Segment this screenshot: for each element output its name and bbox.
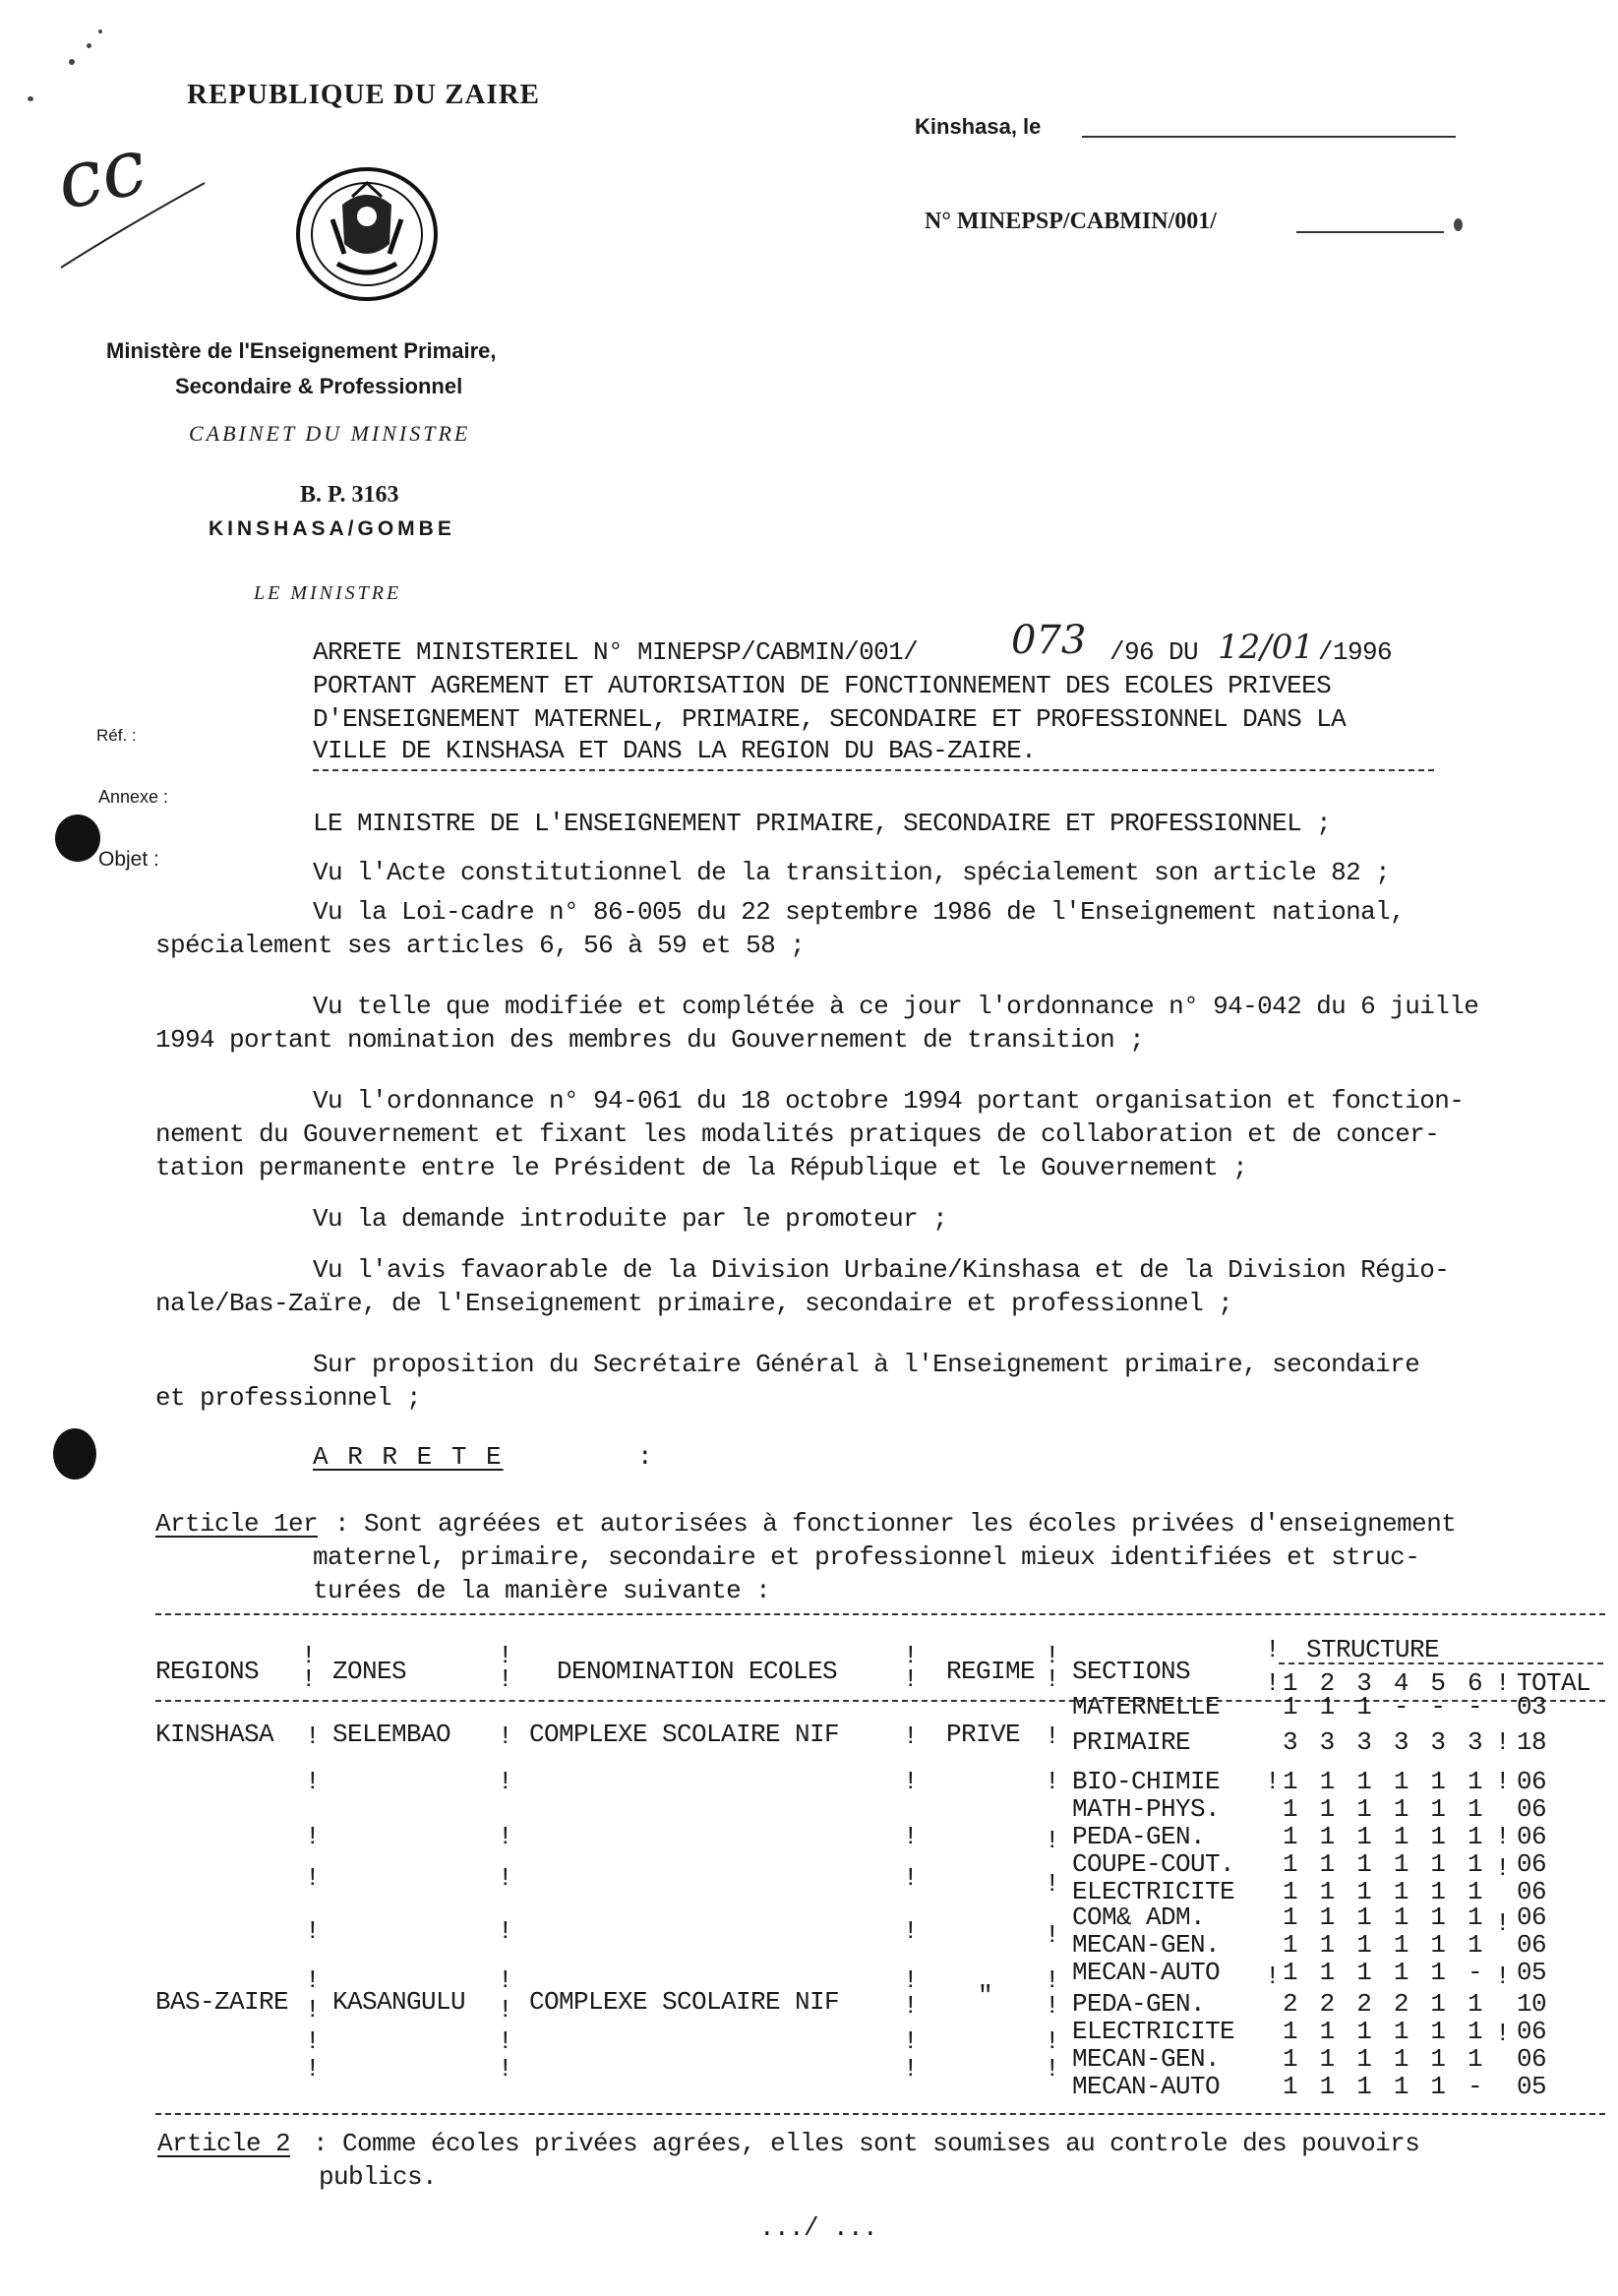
header-sep: ! <box>1045 1664 1060 1694</box>
table-row-total: 06 <box>1517 1849 1547 1879</box>
vu-ordonnance-061-1: Vu l'ordonnance n° 94-061 du 18 octobre 1994 portant organisation et fonction- <box>313 1086 1465 1116</box>
table-row-years: 1 1 1 1 1 1 <box>1283 1822 1486 1851</box>
col-sep: ! <box>498 1722 513 1751</box>
speck <box>28 96 33 101</box>
col-sep: ! <box>903 2054 919 2084</box>
header-sep: ! <box>498 1664 513 1694</box>
col-sep: ! <box>903 1822 919 1851</box>
decree-number-year: /1996 <box>1318 637 1393 667</box>
table-row-total: 05 <box>1517 2072 1547 2101</box>
table-row-years: 1 1 1 1 1 1 <box>1283 1903 1486 1932</box>
table-bottom-border <box>155 2113 1605 2115</box>
table-row-years: 1 1 1 1 1 1 <box>1283 2044 1486 2074</box>
vu-ordonnance-061-2: nement du Gouvernement et fixant les modalités pratiques de collaboration et de concer- <box>155 1119 1440 1149</box>
structure-underline <box>1279 1662 1603 1664</box>
header-structure: STRUCTURE <box>1306 1635 1440 1664</box>
le-ministre-label: LE MINISTRE <box>254 582 402 604</box>
table-row-total: 06 <box>1517 2017 1547 2046</box>
table-row-section: MECAN-AUTO <box>1072 2072 1221 2101</box>
ministry-line1: Ministère de l'Enseignement Primaire, <box>106 338 497 363</box>
col-sep: ! <box>1045 1965 1060 1995</box>
col-sep: ! <box>305 2054 321 2084</box>
table-row-section: MECAN-GEN. <box>1072 2044 1221 2074</box>
table-row-zone: SELEMBAO <box>332 1720 451 1749</box>
col-sep: ! <box>1495 1908 1511 1938</box>
sur-proposition-2: et professionnel ; <box>155 1383 422 1413</box>
table-row-section: PEDA-GEN. <box>1072 1822 1206 1851</box>
col-sep: ! <box>1265 1962 1281 1991</box>
col-sep: ! <box>1045 1722 1060 1751</box>
col-sep: ! <box>305 1822 321 1851</box>
table-row-section: MECAN-AUTO <box>1072 1958 1221 1987</box>
table-row-years: 2 2 2 2 1 1 <box>1283 1989 1486 2019</box>
punch-hole <box>53 1428 96 1480</box>
table-row-years: 1 1 1 1 1 1 <box>1283 1767 1486 1796</box>
table-row-section: BIO-CHIMIE <box>1072 1767 1221 1796</box>
margin-initials: cc <box>48 119 154 228</box>
ref-blank-line <box>1296 231 1444 233</box>
minister-line: LE MINISTRE DE L'ENSEIGNEMENT PRIMAIRE, SECONDAIRE ET PROFESSIONNEL ; <box>313 809 1332 838</box>
table-row-years: 1 1 1 1 1 1 <box>1283 1849 1486 1879</box>
sur-proposition-1: Sur proposition du Secrétaire Général à l'Enseignement primaire, secondaire <box>313 1350 1420 1379</box>
col-sep: ! <box>498 2026 513 2056</box>
table-row-total: 06 <box>1517 1767 1547 1796</box>
header-sep: ! <box>1265 1635 1281 1664</box>
table-row-total: 03 <box>1517 1692 1547 1722</box>
header-sep: ! <box>1045 1641 1060 1670</box>
table-row-section: COM& ADM. <box>1072 1903 1206 1932</box>
vu-ordonnance-042-2: 1994 portant nomination des membres du Gouvernement de transition ; <box>155 1025 1145 1055</box>
col-sep: ! <box>903 1863 919 1893</box>
handwritten-number: 073 <box>1011 618 1087 663</box>
vu-avis-2: nale/Bas-Zaïre, de l'Enseignement primaire, secondaire et professionnel ; <box>155 1289 1233 1318</box>
col-sep: ! <box>498 2054 513 2084</box>
table-row-years: 1 1 1 1 1 - <box>1283 2072 1486 2101</box>
col-sep: ! <box>1045 1826 1060 1855</box>
table-row-total: 06 <box>1517 1822 1547 1851</box>
header-years: 1 2 3 4 5 6 <box>1283 1668 1486 1698</box>
article1-line1: : Sont agréées et autorisées à fonctionner les écoles privées d'enseignement <box>334 1509 1457 1539</box>
vu-demande: Vu la demande introduite par le promoteur ; <box>313 1204 948 1234</box>
table-row-section: ELECTRICITE <box>1072 1877 1235 1906</box>
vu-ordonnance-042-1: Vu telle que modifiée et complétée à ce jour l'ordonnance n° 94-042 du 6 juille <box>313 992 1479 1021</box>
header-sep: ! <box>498 1641 513 1670</box>
decree-number-prefix: ARRETE MINISTERIEL N° MINEPSP/CABMIN/001/ <box>313 637 919 667</box>
table-row-years: 1 1 1 1 1 1 <box>1283 2017 1486 2046</box>
col-sep: ! <box>1495 1822 1511 1851</box>
coat-of-arms-icon <box>293 165 441 303</box>
decree-title-line4: VILLE DE KINSHASA ET DANS LA REGION DU BAS-ZAIRE. <box>313 736 1037 765</box>
table-row-years: 1 1 1 1 1 1 <box>1283 1877 1486 1906</box>
cabinet-label: CABINET DU MINISTRE <box>189 421 471 446</box>
speck <box>98 30 102 33</box>
col-sep: ! <box>1265 1767 1281 1796</box>
table-row-total: 06 <box>1517 1877 1547 1906</box>
header-sep: ! <box>301 1641 317 1670</box>
col-sep: ! <box>305 1767 321 1796</box>
col-sep: ! <box>1045 2054 1060 2084</box>
city-label: KINSHASA/GOMBE <box>209 517 455 540</box>
table-row-years: 3 3 3 3 3 3 <box>1283 1727 1486 1757</box>
table-row-section: MECAN-GEN. <box>1072 1930 1221 1960</box>
table-row-section: MATERNELLE <box>1072 1692 1221 1722</box>
article2-label: Article 2 <box>157 2129 291 2158</box>
ref-number: N° MINEPSP/CABMIN/001/ <box>925 209 1217 234</box>
header-sep: ! <box>1495 1668 1511 1698</box>
table-row-years: 1 1 1 - - - <box>1283 1692 1486 1722</box>
vu-loi-cadre-2: spécialement ses articles 6, 56 à 59 et 58 ; <box>155 931 806 960</box>
col-sep: ! <box>305 1722 321 1751</box>
col-sep: ! <box>1045 1767 1060 1796</box>
col-sep: ! <box>903 2026 919 2056</box>
header-sep: ! <box>301 1664 317 1694</box>
punch-hole <box>55 815 100 862</box>
article1-label: Article 1er <box>155 1509 319 1539</box>
arrete-heading: A R R E T E <box>313 1442 504 1472</box>
col-sep: ! <box>305 1965 321 1995</box>
table-row-years: 1 1 1 1 1 1 <box>1283 1794 1486 1824</box>
col-sep: ! <box>1495 1962 1511 1991</box>
table-row-section: PEDA-GEN. <box>1072 1989 1206 2019</box>
header-zones: ZONES <box>332 1657 407 1686</box>
article2-line2: publics. <box>319 2162 438 2192</box>
col-sep: ! <box>1045 1869 1060 1899</box>
title-divider <box>313 769 1434 771</box>
header-regions: REGIONS <box>155 1657 260 1686</box>
header-denomination: DENOMINATION ECOLES <box>557 1657 838 1686</box>
header-sep: ! <box>903 1641 919 1670</box>
col-sep: ! <box>305 1995 321 2024</box>
col-sep: ! <box>1045 1991 1060 2021</box>
article2-line1: : Comme écoles privées agrées, elles sont soumises au controle des pouvoirs <box>313 2129 1420 2158</box>
table-row-section: MATH-PHYS. <box>1072 1794 1221 1824</box>
col-sep: ! <box>498 1965 513 1995</box>
postal-box: B. P. 3163 <box>300 482 399 508</box>
annexe-label: Annexe : <box>98 787 169 807</box>
table-row-section: COUPE-COUT. <box>1072 1849 1235 1879</box>
col-sep: ! <box>305 1916 321 1946</box>
col-sep: ! <box>498 1822 513 1851</box>
col-sep: ! <box>498 1863 513 1893</box>
col-sep: ! <box>1495 1727 1511 1757</box>
table-top-border <box>155 1613 1605 1615</box>
col-sep: ! <box>305 2026 321 2056</box>
arrete-colon: : <box>637 1442 653 1472</box>
article1-line2: maternel, primaire, secondaire et professionnel mieux identifiées et struc- <box>313 1542 1420 1572</box>
col-sep: ! <box>903 1916 919 1946</box>
table-row-school: COMPLEXE SCOLAIRE NIF <box>529 1720 840 1749</box>
republic-title: REPUBLIQUE DU ZAIRE <box>187 79 540 110</box>
decree-title-line2: PORTANT AGREMENT ET AUTORISATION DE FONCTIONNEMENT DES ECOLES PRIVEES <box>313 671 1332 700</box>
table-row-region: KINSHASA <box>155 1720 274 1749</box>
table-row-region: BAS-ZAIRE <box>155 1987 289 2017</box>
ink-dot <box>1454 218 1463 231</box>
article1-line3: turées de la manière suivante : <box>313 1576 771 1605</box>
table-row-total: 06 <box>1517 1903 1547 1932</box>
table-row-regime: " <box>978 1981 993 2011</box>
table-row-total: 18 <box>1517 1727 1547 1757</box>
col-sep: ! <box>1495 1853 1511 1883</box>
table-row-section: PRIMAIRE <box>1072 1727 1191 1757</box>
table-row-total: 06 <box>1517 1930 1547 1960</box>
col-sep: ! <box>903 1767 919 1796</box>
decree-number-mid: /96 DU <box>1109 637 1199 667</box>
header-total: TOTAL <box>1517 1668 1591 1698</box>
vu-acte: Vu l'Acte constitutionnel de la transition, spécialement son article 82 ; <box>313 858 1391 887</box>
table-row-regime: PRIVE <box>946 1720 1021 1749</box>
handwritten-date: 12/01 <box>1218 628 1314 667</box>
initials-stroke <box>57 177 214 275</box>
decree-title-line3: D'ENSEIGNEMENT MATERNEL, PRIMAIRE, SECONDAIRE ET PROFESSIONNEL DANS LA <box>313 704 1347 734</box>
vu-ordonnance-061-3: tation permanente entre le Président de la République et le Gouvernement ; <box>155 1153 1248 1182</box>
vu-avis-1: Vu l'avis favaorable de la Division Urbaine/Kinshasa et de la Division Régio- <box>313 1255 1450 1285</box>
header-regime: REGIME <box>946 1657 1036 1686</box>
col-sep: ! <box>1045 2026 1060 2056</box>
table-row-total: 06 <box>1517 2044 1547 2074</box>
vu-loi-cadre-1: Vu la Loi-cadre n° 86-005 du 22 septembre 1986 de l'Enseignement national, <box>313 897 1406 927</box>
table-row-section: ELECTRICITE <box>1072 2017 1235 2046</box>
table-row-total: 06 <box>1517 1794 1547 1824</box>
col-sep: ! <box>1045 1920 1060 1950</box>
table-row-zone: KASANGULU <box>332 1987 466 2017</box>
col-sep: ! <box>1495 2019 1511 2048</box>
header-sections: SECTIONS <box>1072 1657 1191 1686</box>
city-date-label: Kinshasa, le <box>915 114 1042 139</box>
header-sep: ! <box>903 1664 919 1694</box>
table-row-total: 10 <box>1517 1989 1547 2019</box>
speck <box>69 59 75 65</box>
decree-title-line1 <box>313 637 918 667</box>
col-sep: ! <box>903 1991 919 2021</box>
date-blank-line <box>1082 136 1456 138</box>
header-sep: ! <box>1265 1668 1281 1698</box>
table-row-years: 1 1 1 1 1 1 <box>1283 1930 1486 1960</box>
page-continuation: .../ ... <box>759 2213 878 2243</box>
col-sep: ! <box>498 1995 513 2024</box>
ministry-line2: Secondaire & Professionnel <box>175 374 463 398</box>
objet-label: Objet : <box>98 848 159 871</box>
table-row-years: 1 1 1 1 1 - <box>1283 1958 1486 1987</box>
col-sep: ! <box>498 1916 513 1946</box>
ref-label: Réf. : <box>96 726 137 745</box>
col-sep: ! <box>305 1863 321 1893</box>
col-sep: ! <box>498 1767 513 1796</box>
col-sep: ! <box>1495 1767 1511 1796</box>
col-sep: ! <box>903 1965 919 1995</box>
speck <box>87 43 91 48</box>
table-row-school: COMPLEXE SCOLAIRE NIF <box>529 1987 840 2017</box>
col-sep: ! <box>903 1722 919 1751</box>
table-row-total: 05 <box>1517 1958 1547 1987</box>
